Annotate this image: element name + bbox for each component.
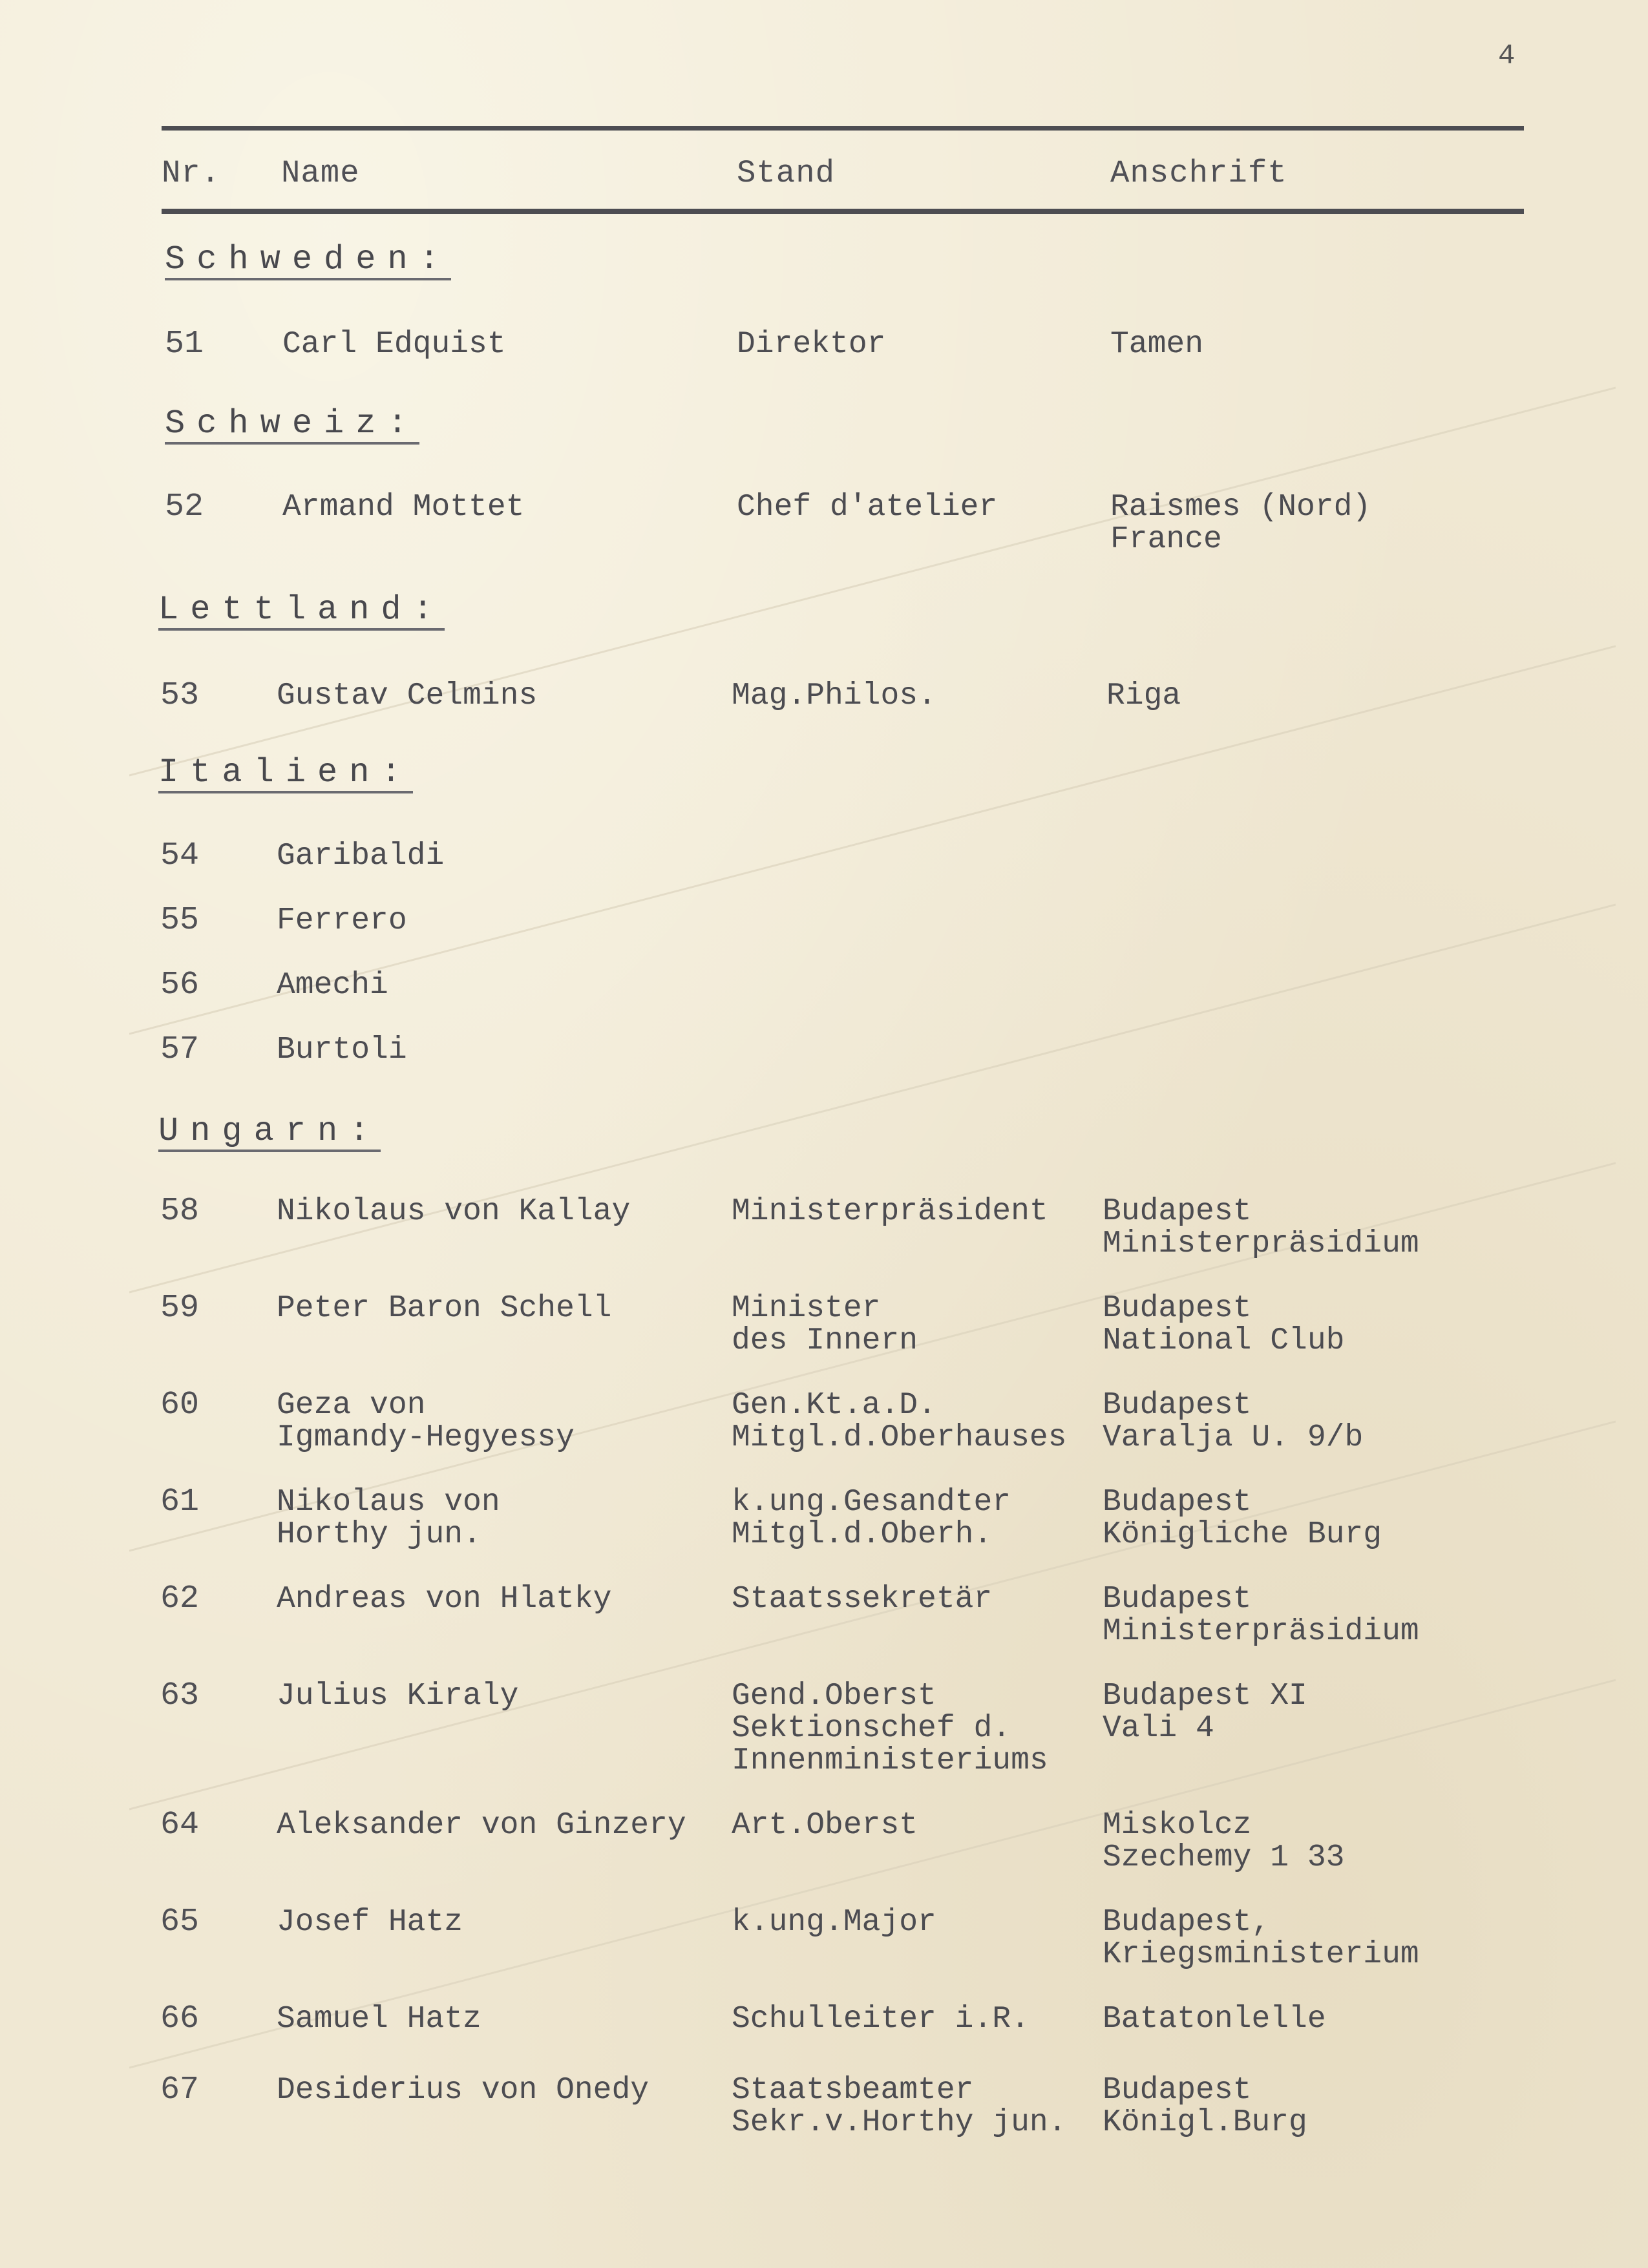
row-62-anschrift: Budapest Ministerpräsidium (1103, 1582, 1419, 1649)
row-60-nr: 60 (160, 1387, 200, 1423)
row-64-nr: 64 (160, 1807, 200, 1843)
row-53-anschrift: Riga (1106, 678, 1181, 713)
row-54-nr: 54 (160, 837, 200, 874)
row-55-name: Ferrero (277, 903, 407, 938)
column-header-nr: Nr. (162, 155, 221, 191)
row-51-nr: 51 (165, 326, 204, 362)
row-62-nr: 62 (160, 1580, 200, 1617)
row-64-anschrift: Miskolcz Szechemy 1 33 (1103, 1808, 1345, 1875)
section-title-lettland: Lettland: (158, 593, 445, 631)
row-57-nr: 57 (160, 1031, 200, 1068)
row-60-anschrift: Budapest Varalja U. 9/b (1103, 1388, 1364, 1455)
row-53-nr: 53 (160, 677, 200, 714)
row-58-name: Nikolaus von Kallay (277, 1194, 631, 1229)
row-56-nr: 56 (160, 967, 200, 1003)
row-65-stand: k.ung.Major (732, 1905, 936, 1940)
row-64-name: Aleksander von Ginzery (277, 1808, 686, 1843)
row-60-stand: Gen.Kt.a.D. Mitgl.d.Oberhauses (732, 1388, 1067, 1455)
section-title-ungarn: Ungarn: (158, 1115, 381, 1152)
row-63-stand: Gend.Oberst Sektionschef d. Innenministeriums (732, 1679, 1048, 1778)
row-61-name: Nikolaus von Horthy jun. (277, 1485, 500, 1552)
row-62-stand: Staatssekretär (732, 1582, 993, 1617)
row-51-name: Carl Edquist (282, 327, 506, 362)
row-65-name: Josef Hatz (277, 1905, 463, 1940)
row-67-nr: 67 (160, 2072, 200, 2108)
row-55-nr: 55 (160, 902, 200, 939)
row-58-anschrift: Budapest Ministerpräsidium (1103, 1194, 1419, 1261)
row-65-nr: 65 (160, 1904, 200, 1940)
row-61-anschrift: Budapest Königliche Burg (1103, 1485, 1382, 1552)
section-title-schweiz: Schweiz: (165, 407, 419, 445)
row-66-stand: Schulleiter i.R. (732, 2002, 1030, 2037)
row-67-stand: Staatsbeamter Sekr.v.Horthy jun. (732, 2073, 1067, 2140)
header-rule-top (162, 126, 1524, 131)
header-rule-bottom (162, 209, 1524, 214)
row-52-stand: Chef d'atelier (737, 490, 998, 525)
section-title-schweden: Schweden: (165, 243, 451, 280)
column-header-stand: Stand (737, 155, 836, 191)
row-54-name: Garibaldi (277, 839, 445, 874)
row-66-name: Samuel Hatz (277, 2002, 481, 2037)
row-58-stand: Ministerpräsident (732, 1194, 1048, 1229)
row-51-anschrift: Tamen (1110, 327, 1204, 362)
row-58-nr: 58 (160, 1193, 200, 1230)
row-59-stand: Minister des Innern (732, 1291, 918, 1358)
row-53-name: Gustav Celmins (277, 678, 538, 713)
row-59-nr: 59 (160, 1290, 200, 1327)
row-66-nr: 66 (160, 2000, 200, 2037)
row-65-anschrift: Budapest, Kriegsministerium (1103, 1905, 1419, 1972)
row-67-name: Desiderius von Onedy (277, 2073, 650, 2108)
row-59-name: Peter Baron Schell (277, 1291, 612, 1326)
row-63-anschrift: Budapest XI Vali 4 (1103, 1679, 1307, 1746)
row-64-stand: Art.Oberst (732, 1808, 918, 1843)
row-59-anschrift: Budapest National Club (1103, 1291, 1345, 1358)
row-52-name: Armand Mottet (282, 490, 525, 525)
page-number: 4 (1498, 40, 1516, 72)
row-61-stand: k.ung.Gesandter Mitgl.d.Oberh. (732, 1485, 1011, 1552)
row-67-anschrift: Budapest Königl.Burg (1103, 2073, 1307, 2140)
row-57-name: Burtoli (277, 1033, 407, 1067)
row-61-nr: 61 (160, 1484, 200, 1520)
section-title-italien: Italien: (158, 756, 413, 793)
column-header-name: Name (281, 155, 360, 191)
row-53-stand: Mag.Philos. (732, 678, 936, 713)
row-66-anschrift: Batatonlelle (1103, 2002, 1326, 2037)
column-header-anschrift: Anschrift (1110, 155, 1287, 191)
row-56-name: Amechi (277, 968, 388, 1003)
row-51-stand: Direktor (737, 327, 886, 362)
row-52-anschrift: Raismes (Nord) France (1110, 490, 1371, 557)
row-63-name: Julius Kiraly (277, 1679, 519, 1714)
row-62-name: Andreas von Hlatky (277, 1582, 612, 1617)
row-63-nr: 63 (160, 1677, 200, 1714)
row-52-nr: 52 (165, 488, 204, 525)
row-60-name: Geza von Igmandy-Hegyessy (277, 1388, 575, 1455)
